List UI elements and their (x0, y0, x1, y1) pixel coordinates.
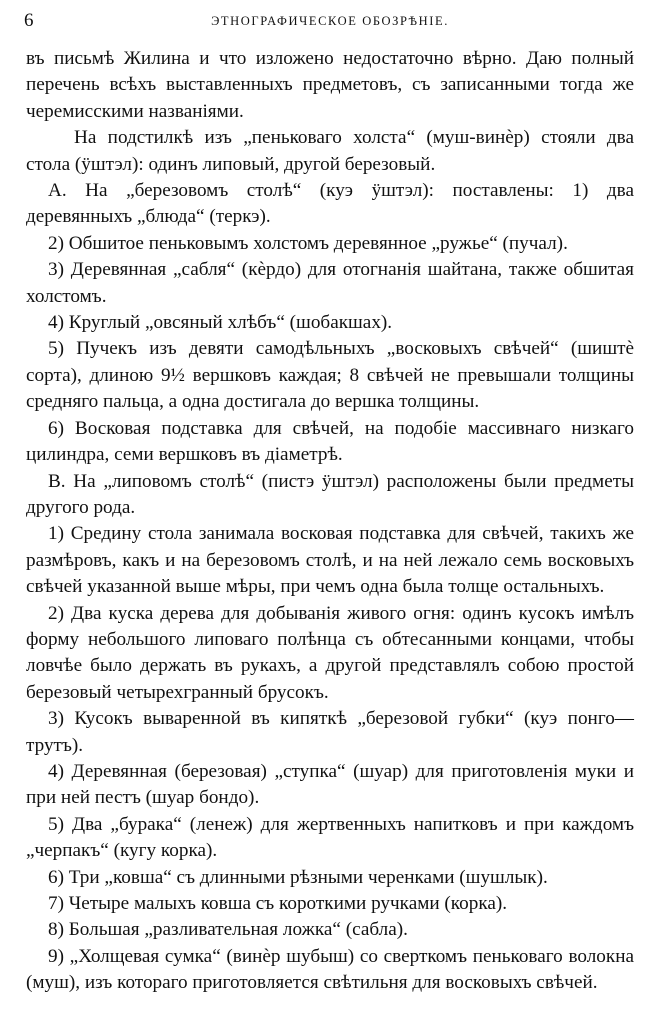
paragraph: 2) Обшитое пеньковымъ холстомъ деревянное „ружье“ (пучал). (48, 232, 568, 254)
paragraph: 3) Деревянная „сабля“ (кѐрдо) для отогнанія шайтана, также обшитая холстомъ. (26, 259, 634, 307)
paragraph: 5) Пучекъ изъ девяти самодѣльныхъ „восковыхъ свѣчей“ (шиштѐ сорта), длиною 9½ вершковъ каждая; 8 свѣчей не превышали толщины средняго пальца, а одна достигала до вершка толщины. (26, 338, 634, 413)
paragraph: На подстилкѣ изъ „пеньковаго холста“ (муш-винѐр) стояли два стола (ӱштэл): одинъ липовый, другой березовый. (26, 127, 634, 175)
body-text (26, 46, 634, 997)
paragraph: 1) Средину стола занимала восковая подставка для свѣчей, такихъ же размѣровъ, какъ и на березовомъ столѣ, и на ней лежало семь восковыхъ свѣчей указанной выше мѣры, при чемъ одна была толще остальныхъ. (26, 523, 634, 598)
paragraph: 4) Деревянная (березовая) „ступка“ (шуар) для приготовленія муки и при ней пестъ (шуар бондо). (26, 760, 634, 809)
paragraph: 4) Круглый „овсяный хлѣбъ“ (шобакшах). (48, 312, 393, 334)
paragraph: 2) Два куска дерева для добыванія живого огня: одинъ кусокъ имѣлъ форму небольшого липоваго полѣнца съ обтесанными концами, чтобы ловчѣе было держать въ рукахъ, а другой представлялъ собою простой березовый четырехгранный брусокъ. (26, 602, 634, 703)
page-header (24, 10, 636, 34)
paragraph: 3) Кусокъ вываренной въ кипяткѣ „березовой губки“ (куэ понго—трутъ). (26, 708, 634, 756)
paragraph: 5) Два „бурака“ (ленеж) для жертвенныхъ напитковъ и при каждомъ „черпакъ“ (кугу корка). (26, 813, 634, 862)
paragraph: 6) Восковая подставка для свѣчей, на подобіе массивнаго низкаго цилиндра, семи вершковъ въ діаметрѣ. (26, 417, 634, 466)
paragraph: В. На „липовомъ столѣ“ (пистэ ӱштэл) расположены были предметы другого рода. (26, 470, 634, 518)
paragraph: 7) Четыре малыхъ ковша съ короткими ручками (корка). (48, 893, 508, 914)
paragraph: А. На „березовомъ столѣ“ (куэ ӱштэл): поставлены: 1) два деревянныхъ „блюда“ (теркэ). (26, 180, 634, 228)
page-number: 6 (24, 10, 34, 31)
paragraph: въ письмѣ Жилина и что изложено недостаточно вѣрно. Даю полный перечень всѣхъ выставленныхъ предметовъ, съ записанными тогда же черемисскими названіями. (26, 48, 634, 122)
paragraph: 9) „Холщевая сумка“ (винѐр шубыш) со сверткомъ пеньковаго волокна (муш), изъ котораго приготовляется свѣтильня для восковыхъ свѣчей. (26, 945, 634, 994)
paragraph: 8) Большая „разливательная ложка“ (сабла). (48, 919, 408, 941)
running-title: ЭТНОГРАФИЧЕСКОЕ ОБОЗРѢНІЕ. (211, 14, 449, 28)
paragraph: 6) Три „ковша“ съ длинными рѣзными черенками (шушлык). (48, 866, 548, 888)
